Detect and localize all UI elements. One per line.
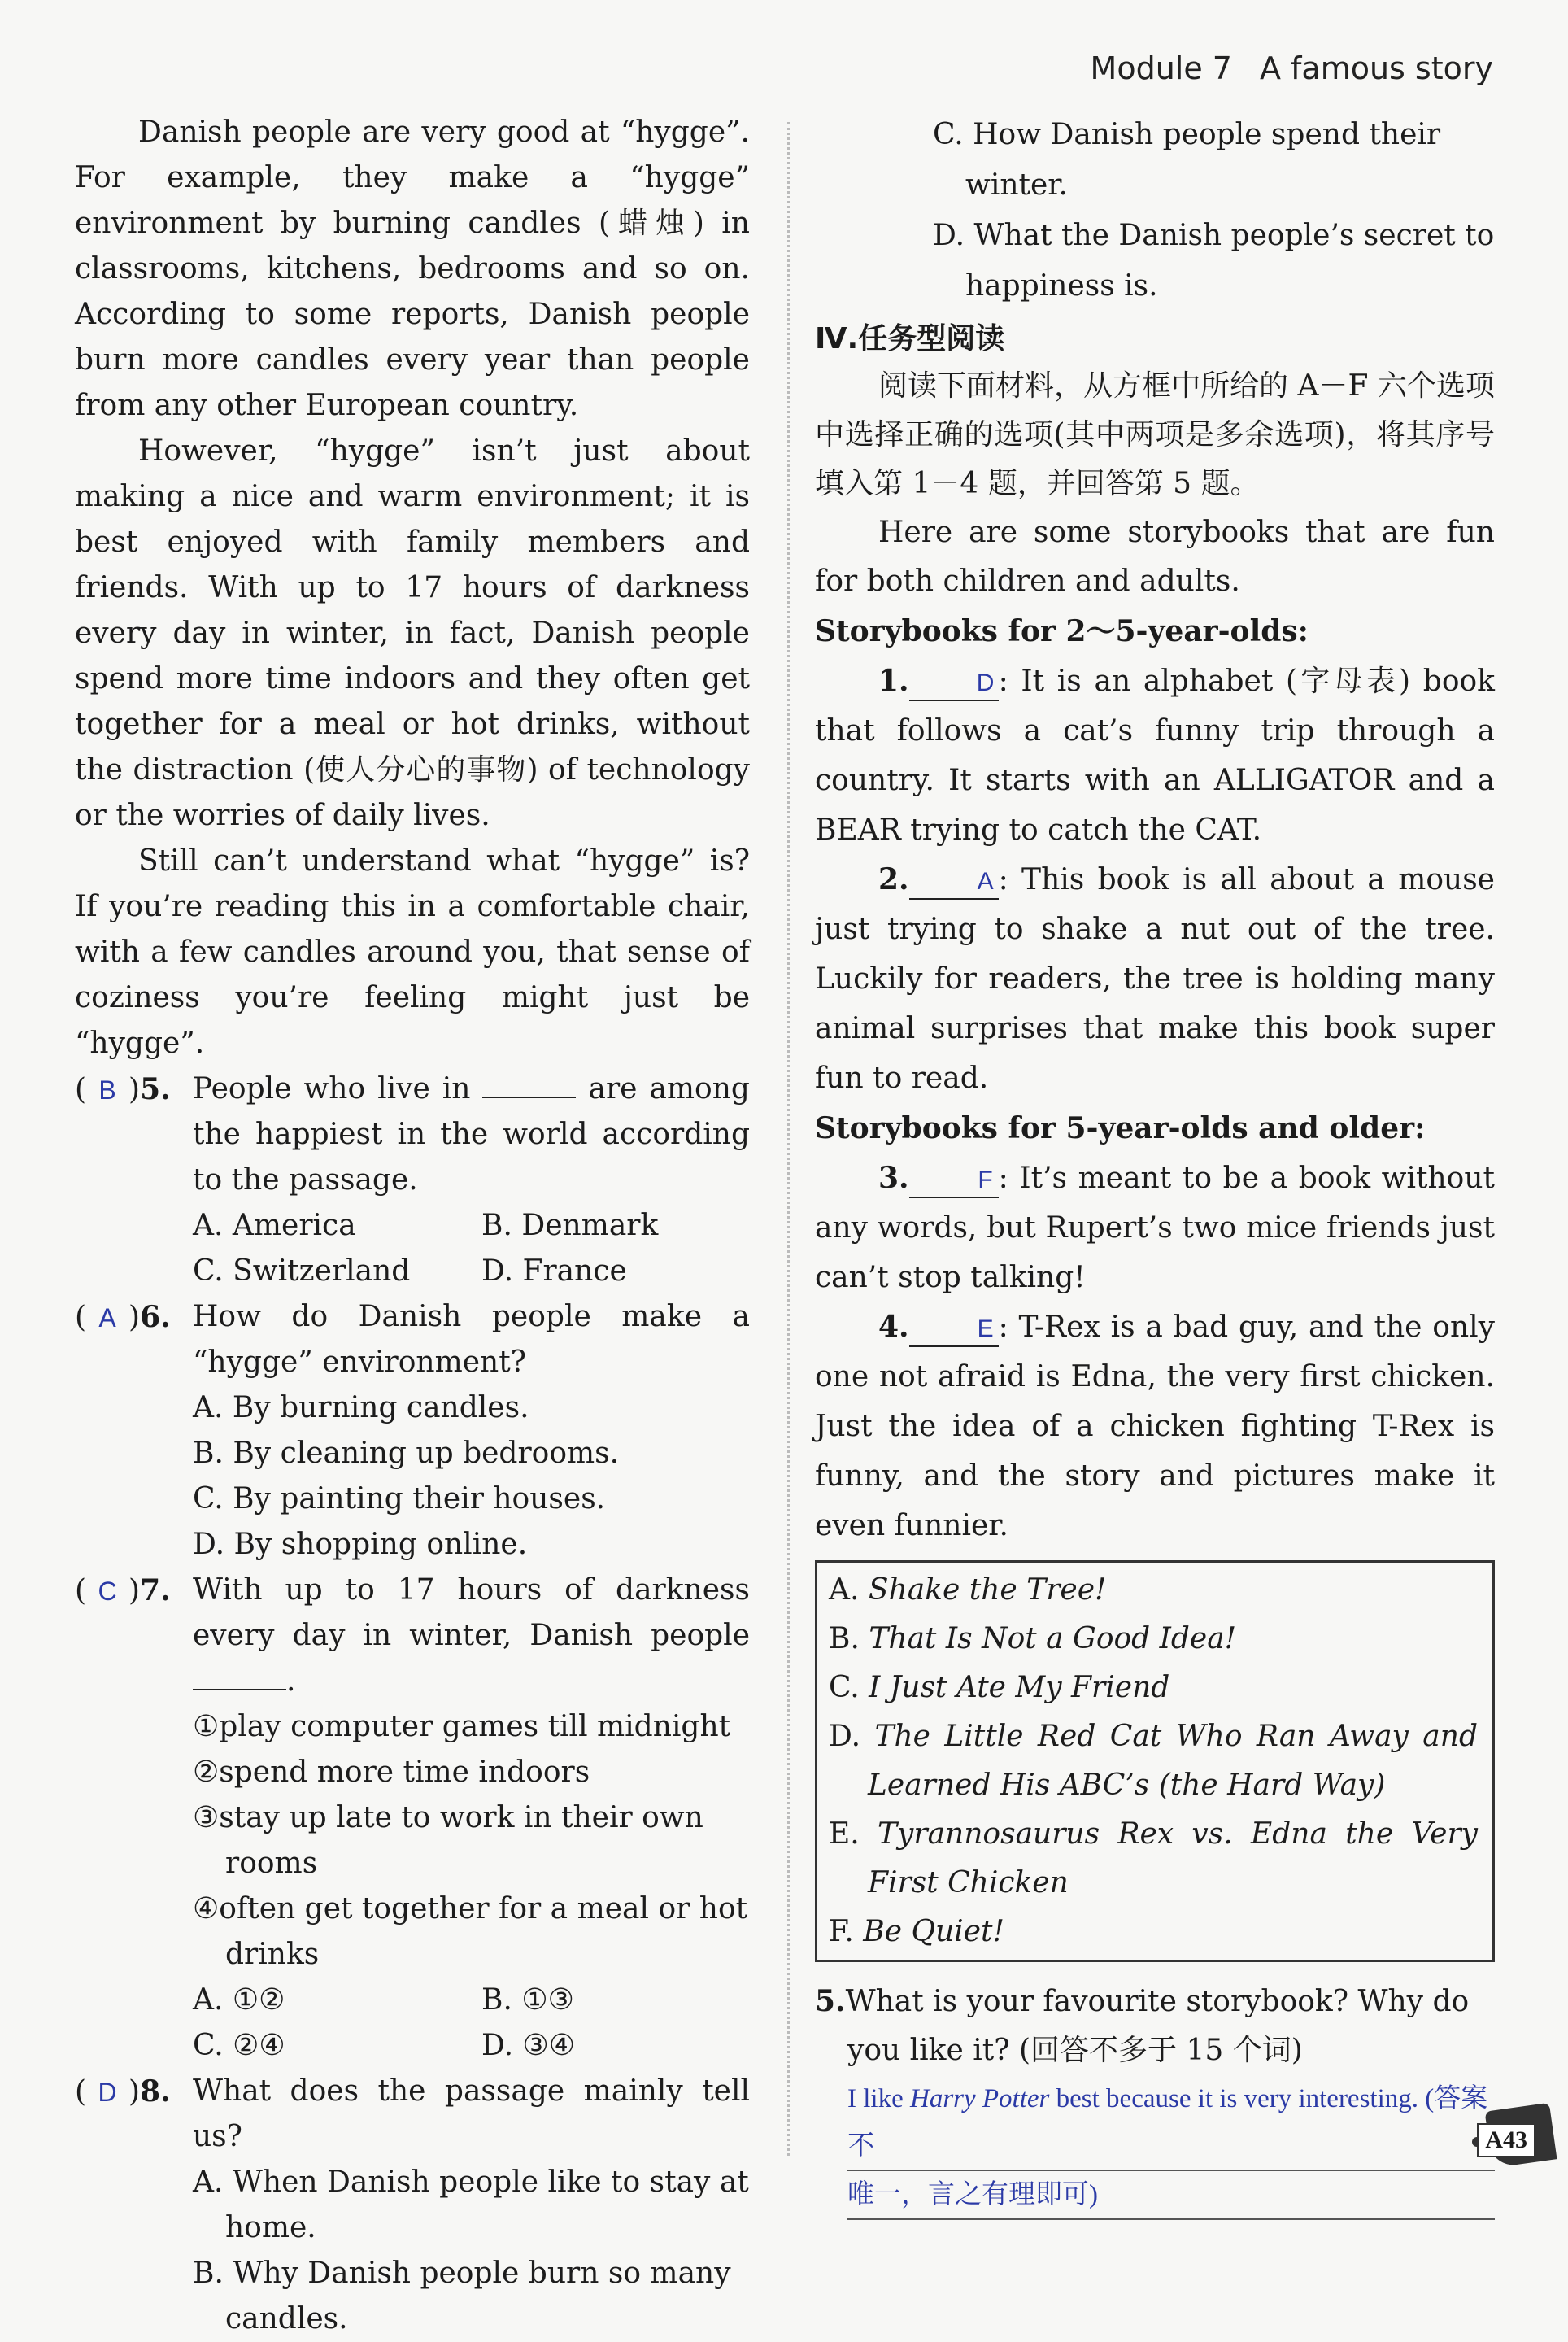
passage-paragraph-1: Danish people are very good at “hygge”. For example, they make a “hygge” environment by burning candles (蜡烛) in classrooms, kitchens, bedrooms and so on. According to some reports, Danish people burn more candles every year than people from any other European country. (75, 116, 750, 422)
box-option-b: B. That Is Not a Good Idea! (829, 1622, 1237, 1655)
choice-item: ①play computer games till midnight (193, 1710, 731, 1743)
question-7: ( C )7. With up to 17 hours of darkness every day in winter, Danish people . ①play computer games till midnight ②spend more time indoors ③stay up late to work in their own rooms ④often get together for a meal or hot drinks A. ①② B. ①③ C. ②④ D. ③④ (75, 1568, 750, 2069)
question-8: ( D )8. What does the passage mainly tell us? A. When Danish people like to stay at home. B. Why Danish people burn so many candles. (75, 2069, 750, 2342)
heading-5-older: Storybooks for 5-year-olds and older: (815, 1111, 1426, 1145)
passage-paragraph-3: Still can’t understand what “hygge” is? If you’re reading this in a comfortable chair, with a few candles around you, that sense of coziness you’re feeling might just be “hygge”. (75, 844, 750, 1060)
option: B. ①③ (481, 1983, 574, 2017)
item-3: 3. F : It’s meant to be a book without any words, but Rupert’s two mice friends just can’t stop talking! (815, 1161, 1495, 1294)
choice-item: ④often get together for a meal or hot drinks (193, 1892, 748, 1971)
fill-4: E (977, 1315, 994, 1342)
blank (482, 1072, 576, 1098)
option: A. When Danish people like to stay at home. (193, 2165, 749, 2244)
question-5: ( B )5. People who live in are among the happiest in the world according to the passage. A. America B. Denmark C. Switzerland D. France (75, 1066, 750, 1294)
page-number: A43 (1477, 2123, 1535, 2157)
box-option-f: F. Be Quiet! (829, 1915, 1004, 1948)
option: B. Denmark (481, 1209, 659, 1242)
option: B. Why Danish people burn so many candles. (193, 2257, 731, 2335)
question-5-open: 5.What is your favourite storybook? Why do you like it? (回答不多于 15 个词) (815, 1984, 1470, 2067)
option: C. Switzerland (193, 1254, 411, 1288)
left-column (75, 110, 750, 2342)
item-2: 2. A : This book is all about a mouse just trying to shake a nut out of the tree. Luckily for readers, the tree is holding many animal surprises that make this book super fun to read. (815, 862, 1495, 1095)
instructions: 阅读下面材料，从方框中所给的 A－F 六个选项中选择正确的选项(其中两项是多余选项)，将其序号填入第 1－4 题，并回答第 5 题。 (815, 369, 1495, 500)
answer-8: D (98, 2078, 117, 2107)
heading-2-5: Storybooks for 2～5-year-olds: (815, 614, 1309, 648)
passage-paragraph-2: However, “hygge” isn’t just about making a nice and warm environment; it is best enjoyed with family members and friends. With up to 17 hours of darkness every day in winter, in fact, Danish people spend more time indoors and they often get together for a meal or hot drinks, without the distraction (使人分心的事物) of technology or the worries of daily lives. (75, 434, 750, 832)
intro: Here are some storybooks that are fun for both children and adults. (815, 516, 1495, 598)
section-title: Ⅳ.任务型阅读 (815, 322, 1005, 355)
column-divider (787, 122, 790, 2156)
fill-1: D (976, 669, 995, 696)
page-header (1091, 50, 1493, 86)
answer-5-line-1: I like Harry Potter best because it is very interesting. (答案不 (847, 2075, 1495, 2171)
box-option-c: C. I Just Ate My Friend (829, 1671, 1170, 1704)
answer-7: C (98, 1577, 117, 1606)
item-1: 1. D : It is an alphabet (字母表) book that follows a cat’s funny trip through a country. It starts with an ALLIGATOR and a BEAR trying to catch the CAT. (815, 664, 1495, 847)
answer-6: A (98, 1303, 116, 1332)
option: A. By burning candles. (193, 1391, 529, 1424)
choice-item: ②spend more time indoors (193, 1755, 590, 1789)
box-option-a: A. Shake the Tree! (829, 1573, 1107, 1607)
options-box (815, 1560, 1495, 1962)
option: C. By painting their houses. (193, 1482, 606, 1516)
option: C. ②④ (193, 2029, 285, 2062)
option: A. ①② (193, 1983, 285, 2017)
option: D. By shopping online. (193, 1528, 528, 1561)
option: B. By cleaning up bedrooms. (193, 1437, 620, 1470)
box-option-d: D. The Little Red Cat Who Ran Away and Learned His ABC’s (the Hard Way) (829, 1720, 1478, 1802)
fill-3: F (978, 1167, 993, 1193)
option: D. France (481, 1254, 627, 1288)
module-title: A famous story (1259, 50, 1493, 86)
item-4: 4. E : T-Rex is a bad guy, and the only one not afraid is Edna, the very first chicken. Just the idea of a chicken fighting T-Rex is funny, and the story and pictures make it even funnier. (815, 1310, 1495, 1542)
answer-5: B (98, 1075, 116, 1105)
option: C. How Danish people spend their winter. (933, 118, 1441, 202)
right-column (815, 110, 1495, 2220)
box-option-e: E. Tyrannosaurus Rex vs. Edna the Very First Chicken (829, 1817, 1478, 1899)
option: D. What the Danish people’s secret to happiness is. (933, 219, 1495, 303)
blank (193, 1664, 286, 1690)
option: D. ③④ (481, 2029, 576, 2062)
question-6: ( A )6. How do Danish people make a “hygge” environment? A. By burning candles. B. By cleaning up bedrooms. C. By painting their houses. D. By shopping online. (75, 1294, 750, 1568)
answer-5-line-2: 唯一，言之有理即可) (847, 2171, 1495, 2220)
choice-item: ③stay up late to work in their own rooms (193, 1801, 703, 1880)
option: A. America (193, 1209, 356, 1242)
module-label: Module 7 (1090, 50, 1232, 86)
fill-2: A (977, 868, 994, 895)
